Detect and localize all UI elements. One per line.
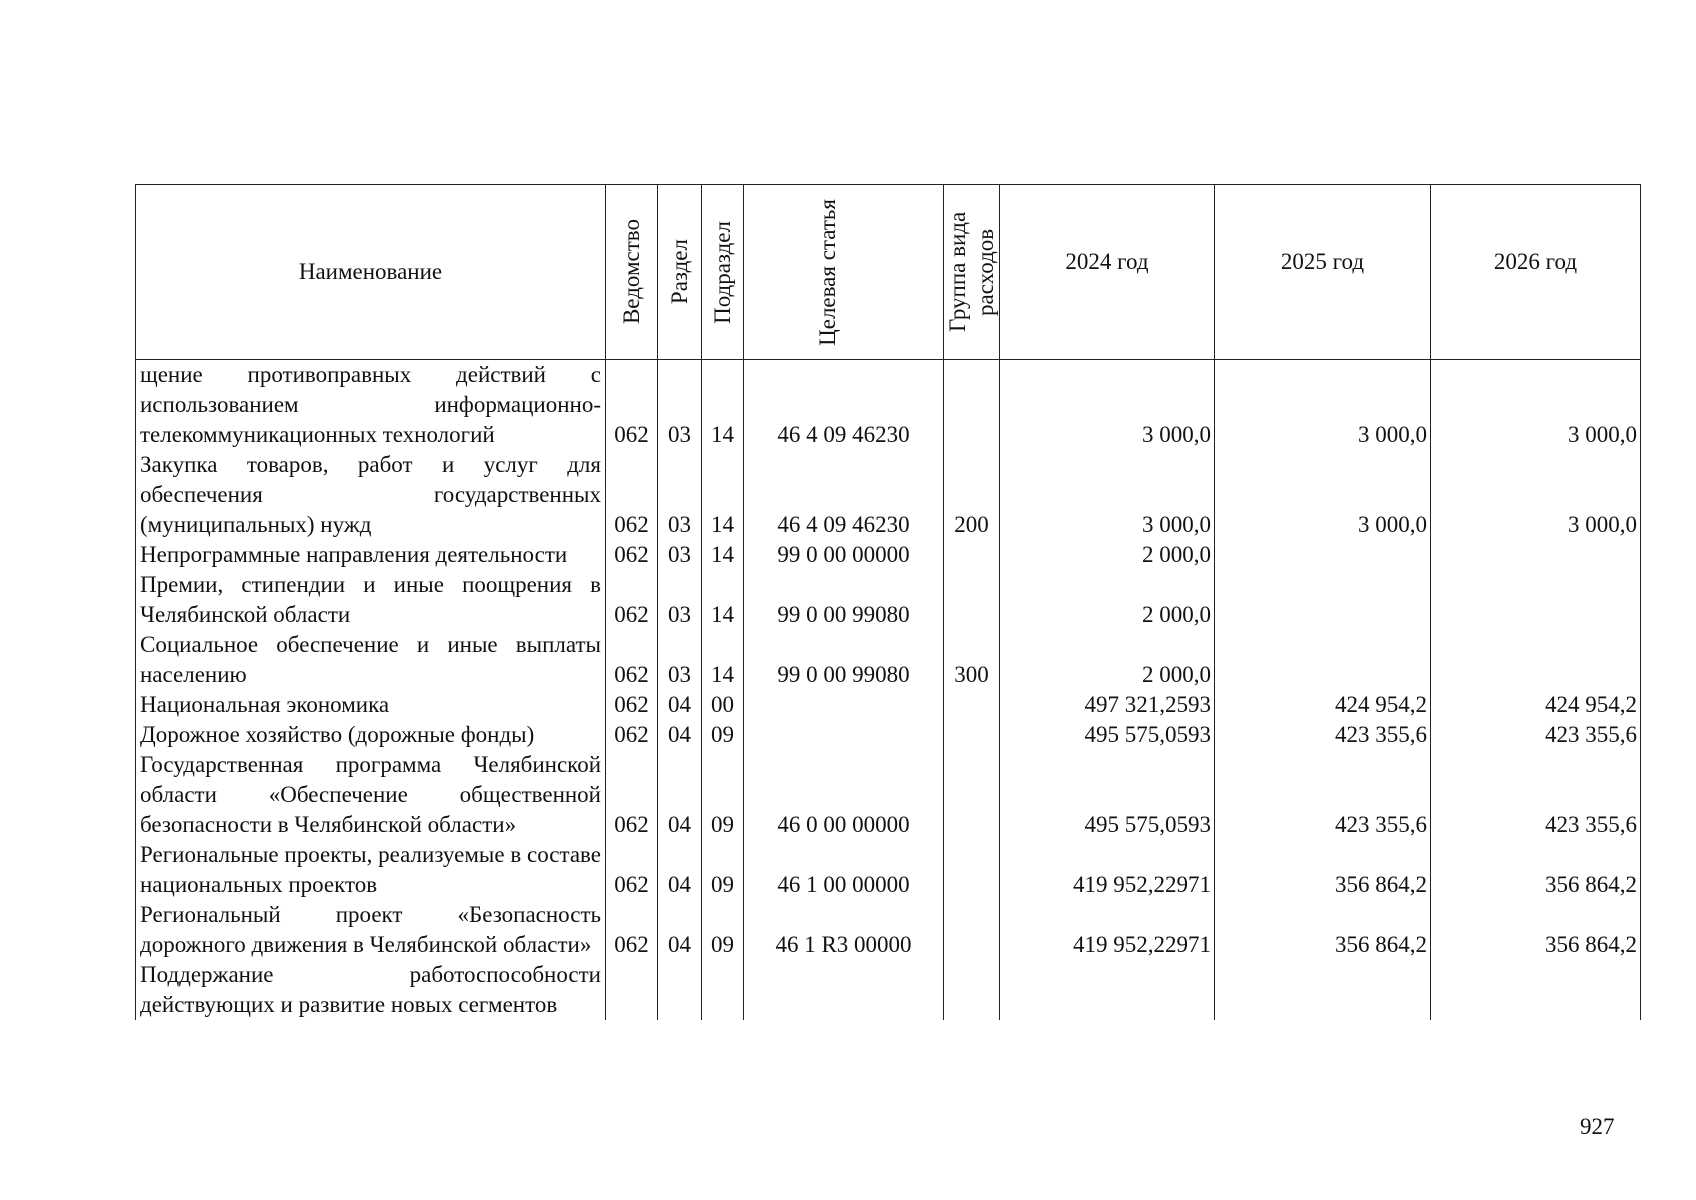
cell-amount-2026: 356 864,2: [1431, 900, 1641, 960]
cell-amount-2025: 356 864,2: [1215, 900, 1431, 960]
header-target-article-label: Целевая статья: [814, 198, 840, 346]
cell-subsection: 09: [702, 750, 744, 840]
header-department-label: Ведомство: [618, 219, 644, 325]
cell-subsection: 14: [702, 540, 744, 570]
cell-subsection: 14: [702, 450, 744, 540]
cell-amount-2026: 424 954,2: [1431, 690, 1641, 720]
cell-amount-2025: [1215, 570, 1431, 630]
cell-target-article: 99 0 00 99080: [744, 570, 944, 630]
header-name: Наименование: [136, 185, 606, 360]
table-body: [136, 360, 1641, 1021]
cell-subsection: 00: [702, 690, 744, 720]
cell-target-article: [744, 960, 944, 1020]
cell-expense-group: [944, 570, 1000, 630]
table-row: [136, 720, 1641, 750]
cell-subsection: 09: [702, 720, 744, 750]
header-section: [658, 185, 702, 360]
table-row: [136, 840, 1641, 900]
cell-department: 062: [606, 840, 658, 900]
cell-name: Непрограммные направления деятельности: [136, 540, 606, 570]
cell-expense-group: [944, 900, 1000, 960]
cell-amount-2025: 3 000,0: [1215, 360, 1431, 451]
cell-amount-2025: 3 000,0: [1215, 450, 1431, 540]
cell-department: [606, 960, 658, 1020]
cell-section: 04: [658, 750, 702, 840]
cell-subsection: 09: [702, 840, 744, 900]
cell-department: 062: [606, 450, 658, 540]
cell-subsection: 14: [702, 630, 744, 690]
cell-target-article: 46 1 00 00000: [744, 840, 944, 900]
cell-expense-group: 300: [944, 630, 1000, 690]
table-row: [136, 450, 1641, 540]
cell-target-article: 99 0 00 99080: [744, 630, 944, 690]
table-row: [136, 570, 1641, 630]
cell-amount-2024: 497 321,2593: [1000, 690, 1215, 720]
cell-amount-2026: 423 355,6: [1431, 720, 1641, 750]
cell-expense-group: 200: [944, 450, 1000, 540]
table-row: [136, 360, 1641, 451]
header-year-2026: 2026 год: [1431, 185, 1641, 360]
header-department: [606, 185, 658, 360]
cell-amount-2026: 423 355,6: [1431, 750, 1641, 840]
table-row: [136, 540, 1641, 570]
cell-subsection: 14: [702, 570, 744, 630]
cell-amount-2026: [1431, 570, 1641, 630]
cell-amount-2024: 3 000,0: [1000, 360, 1215, 451]
cell-target-article: 46 0 00 00000: [744, 750, 944, 840]
cell-amount-2025: 423 355,6: [1215, 750, 1431, 840]
cell-subsection: [702, 960, 744, 1020]
header-year-2024: 2024 год: [1000, 185, 1215, 360]
header-section-label: Раздел: [666, 239, 692, 305]
table-row: [136, 630, 1641, 690]
header-target-article: [744, 185, 944, 360]
cell-amount-2024: [1000, 960, 1215, 1020]
cell-department: 062: [606, 360, 658, 451]
cell-expense-group: [944, 750, 1000, 840]
cell-expense-group: [944, 840, 1000, 900]
cell-expense-group: [944, 690, 1000, 720]
table-row: [136, 690, 1641, 720]
cell-subsection: 14: [702, 360, 744, 451]
cell-amount-2024: 419 952,22971: [1000, 900, 1215, 960]
cell-section: 03: [658, 360, 702, 451]
cell-section: 03: [658, 570, 702, 630]
cell-target-article: 46 4 09 46230: [744, 360, 944, 451]
cell-name: Социальное обеспечение и иные выплаты населению: [136, 630, 606, 690]
cell-section: 03: [658, 450, 702, 540]
cell-amount-2025: 423 355,6: [1215, 720, 1431, 750]
cell-department: 062: [606, 750, 658, 840]
cell-amount-2026: 3 000,0: [1431, 360, 1641, 451]
cell-expense-group: [944, 360, 1000, 451]
cell-name: Закупка товаров, работ и услуг для обеспечения государственных (муниципальных) нужд: [136, 450, 606, 540]
table-row: [136, 900, 1641, 960]
cell-amount-2024: 419 952,22971: [1000, 840, 1215, 900]
cell-department: 062: [606, 540, 658, 570]
cell-department: 062: [606, 690, 658, 720]
header-expense-group-label: Группа вида расходов: [945, 211, 998, 333]
header-subsection-label: Подраздел: [709, 220, 735, 324]
cell-amount-2026: [1431, 540, 1641, 570]
cell-amount-2025: [1215, 540, 1431, 570]
budget-table: [135, 184, 1641, 1020]
cell-expense-group: [944, 960, 1000, 1020]
cell-amount-2026: [1431, 960, 1641, 1020]
cell-amount-2025: 424 954,2: [1215, 690, 1431, 720]
cell-name: щение противоправных действий с использованием информационно-телекоммуникационных технологий: [136, 360, 606, 451]
cell-target-article: [744, 690, 944, 720]
cell-amount-2026: 3 000,0: [1431, 450, 1641, 540]
cell-amount-2024: 495 575,0593: [1000, 750, 1215, 840]
cell-subsection: 09: [702, 900, 744, 960]
cell-name: Поддержание работоспособности действующих и развитие новых сегментов: [136, 960, 606, 1020]
header-row: [136, 185, 1641, 360]
header-expense-group: [944, 185, 1000, 360]
cell-section: 04: [658, 720, 702, 750]
cell-target-article: 46 4 09 46230: [744, 450, 944, 540]
cell-name: Региональный проект «Безопасность дорожного движения в Челябинской области»: [136, 900, 606, 960]
header-year-2025: 2025 год: [1215, 185, 1431, 360]
cell-name: Государственная программа Челябинской области «Обеспечение общественной безопасности в Челябинской области»: [136, 750, 606, 840]
cell-target-article: 99 0 00 00000: [744, 540, 944, 570]
cell-department: 062: [606, 900, 658, 960]
cell-name: Региональные проекты, реализуемые в составе национальных проектов: [136, 840, 606, 900]
cell-section: 03: [658, 540, 702, 570]
cell-amount-2024: 2 000,0: [1000, 630, 1215, 690]
cell-section: 04: [658, 840, 702, 900]
cell-amount-2026: 356 864,2: [1431, 840, 1641, 900]
cell-department: 062: [606, 570, 658, 630]
table-row: [136, 750, 1641, 840]
cell-amount-2024: 2 000,0: [1000, 570, 1215, 630]
cell-section: 03: [658, 630, 702, 690]
cell-target-article: [744, 720, 944, 750]
cell-name: Дорожное хозяйство (дорожные фонды): [136, 720, 606, 750]
cell-section: 04: [658, 900, 702, 960]
cell-amount-2026: [1431, 630, 1641, 690]
cell-department: 062: [606, 720, 658, 750]
cell-expense-group: [944, 540, 1000, 570]
cell-expense-group: [944, 720, 1000, 750]
cell-amount-2025: [1215, 630, 1431, 690]
cell-name: Национальная экономика: [136, 690, 606, 720]
cell-target-article: 46 1 R3 00000: [744, 900, 944, 960]
cell-department: 062: [606, 630, 658, 690]
page-number: 927: [1580, 1114, 1615, 1139]
cell-section: [658, 960, 702, 1020]
cell-amount-2024: 495 575,0593: [1000, 720, 1215, 750]
cell-amount-2025: 356 864,2: [1215, 840, 1431, 900]
cell-name: Премии, стипендии и иные поощрения в Челябинской области: [136, 570, 606, 630]
table-row: [136, 960, 1641, 1020]
cell-section: 04: [658, 690, 702, 720]
cell-amount-2025: [1215, 960, 1431, 1020]
header-subsection: [702, 185, 744, 360]
cell-amount-2024: 2 000,0: [1000, 540, 1215, 570]
cell-amount-2024: 3 000,0: [1000, 450, 1215, 540]
